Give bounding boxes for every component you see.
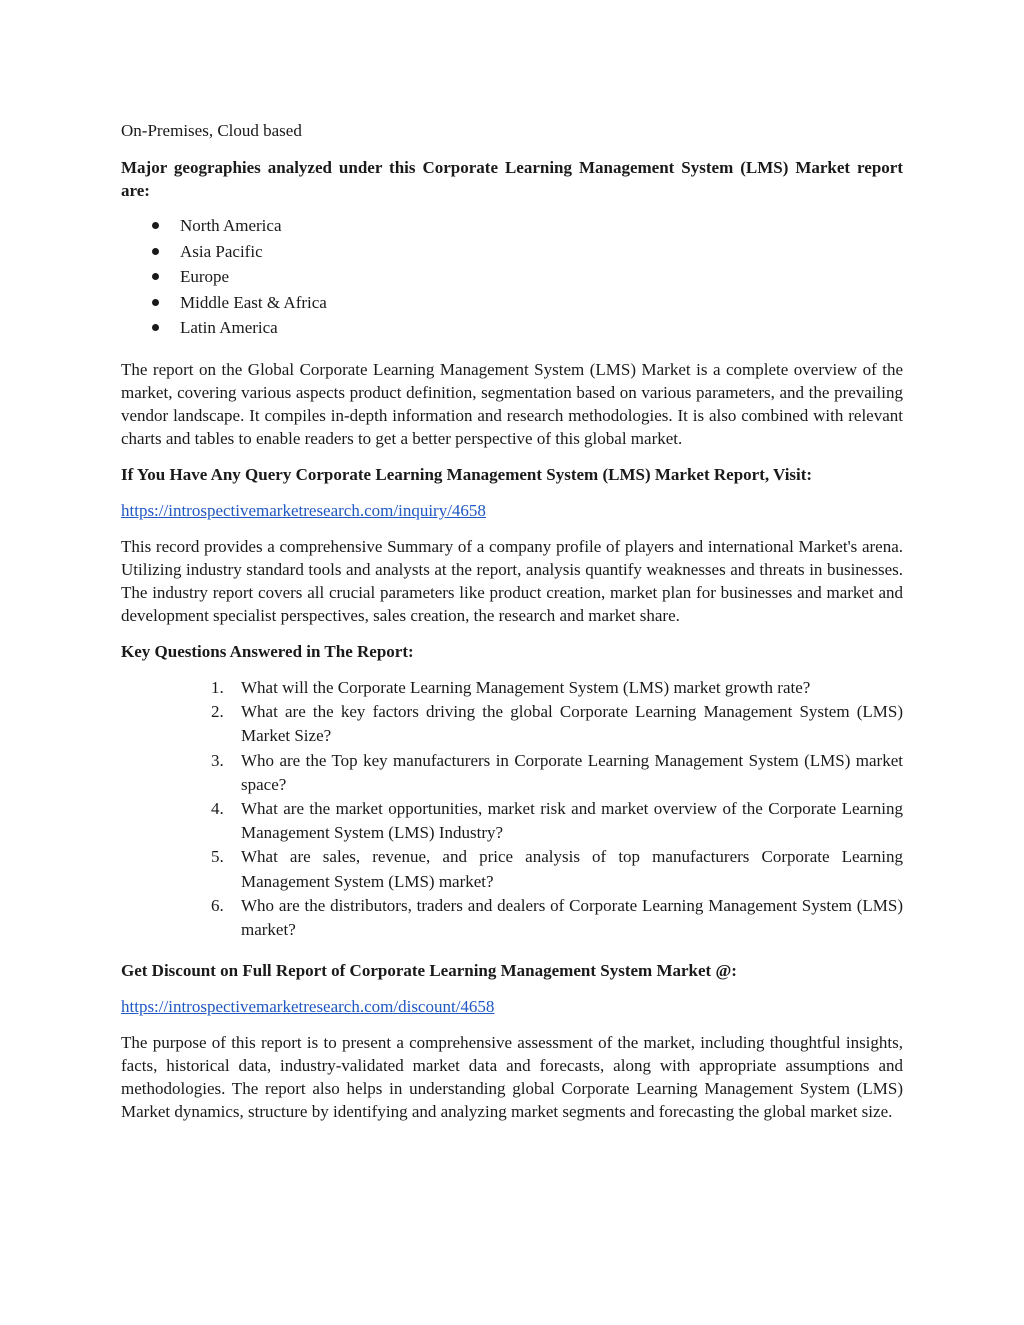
- inquiry-link[interactable]: https://introspectivemarketresearch.com/inquiry/4658: [121, 500, 486, 520]
- list-item-label: Asia Pacific: [180, 241, 263, 261]
- inquiry-heading: If You Have Any Query Corporate Learning Management System (LMS) Market Report, Visit:: [121, 464, 813, 484]
- geographies-list: [121, 213, 903, 341]
- discount-link-line: [121, 995, 903, 1018]
- list-item: [121, 213, 903, 239]
- overview-paragraph: The report on the Global Corporate Learning Management System (LMS) Market is a complete overview of the market, covering various aspects product definition, segmentation based on various parameters, and the prevailing vendor landscape. It compiles in-depth information and research methodologies. It is also combined with relevant charts and tables to enable readers to get a better perspective of this global market.: [121, 359, 903, 448]
- list-number: 5.: [211, 847, 224, 867]
- key-questions-heading: Key Questions Answered in The Report:: [121, 641, 414, 661]
- bullet-icon: [152, 299, 159, 306]
- list-number: 6.: [211, 895, 224, 915]
- bullet-icon: [152, 248, 159, 255]
- question-text: What are sales, revenue, and price analysis of top manufacturers Corporate Learning Management System (LMS) market?: [241, 847, 903, 891]
- question-text: What will the Corporate Learning Management System (LMS) market growth rate?: [241, 677, 811, 697]
- list-number: 1.: [211, 677, 224, 697]
- bullet-icon: [152, 273, 159, 280]
- list-item: [121, 749, 903, 797]
- discount-heading: Get Discount on Full Report of Corporate Learning Management System Market @:: [121, 961, 737, 981]
- summary-paragraph: This record provides a comprehensive Summary of a company profile of players and international Market's arena. Utilizing industry standard tools and analysts at the report, analysis quantify weaknesses and threats in businesses. The industry report covers all crucial parameters like product creation, market plan for businesses and market and development specialist perspectives, sales creation, the research and market share.: [121, 536, 903, 625]
- geographies-heading: Major geographies analyzed under this Corporate Learning Management System (LMS) Market report are:: [121, 158, 903, 200]
- question-text: What are the market opportunities, market risk and market overview of the Corporate Learning Management System (LMS) Industry?: [241, 798, 903, 843]
- bullet-icon: [152, 324, 159, 331]
- list-item: [121, 264, 903, 290]
- list-item-label: Europe: [180, 267, 230, 287]
- list-item: [121, 894, 903, 942]
- list-item: [121, 239, 903, 265]
- inquiry-link-line: [121, 499, 903, 522]
- deployment-types-line: On-Premises, Cloud based: [121, 121, 302, 140]
- key-questions-list: [121, 676, 903, 942]
- question-text: Who are the Top key manufacturers in Corporate Learning Management System (LMS) market space?: [241, 750, 903, 794]
- list-item: [121, 676, 903, 700]
- document-page: [121, 119, 903, 1123]
- list-item: [121, 290, 903, 316]
- question-text: Who are the distributors, traders and dealers of Corporate Learning Management System (LMS) market?: [241, 895, 903, 939]
- list-number: 2.: [211, 702, 224, 722]
- bullet-icon: [152, 222, 159, 229]
- list-item: [121, 797, 903, 845]
- question-text: What are the key factors driving the global Corporate Learning Management System (LMS) Market Size?: [241, 702, 903, 746]
- list-number: 3.: [211, 750, 224, 770]
- list-item: [121, 315, 903, 341]
- list-item: [121, 845, 903, 893]
- list-number: 4.: [211, 798, 224, 818]
- list-item-label: Latin America: [180, 318, 278, 338]
- list-item-label: Middle East & Africa: [180, 292, 327, 312]
- purpose-paragraph: The purpose of this report is to present a comprehensive assessment of the market, including thoughtful insights, facts, historical data, industry-validated market data and forecasts, along with appropriate assumptions and methodologies. The report also helps in understanding global Corporate Learning Management System (LMS) Market dynamics, structure by identifying and analyzing market segments and forecasting the global market size.: [121, 1033, 903, 1122]
- discount-link[interactable]: https://introspectivemarketresearch.com/discount/4658: [121, 997, 495, 1017]
- list-item-label: North America: [180, 216, 282, 235]
- list-item: [121, 700, 903, 748]
